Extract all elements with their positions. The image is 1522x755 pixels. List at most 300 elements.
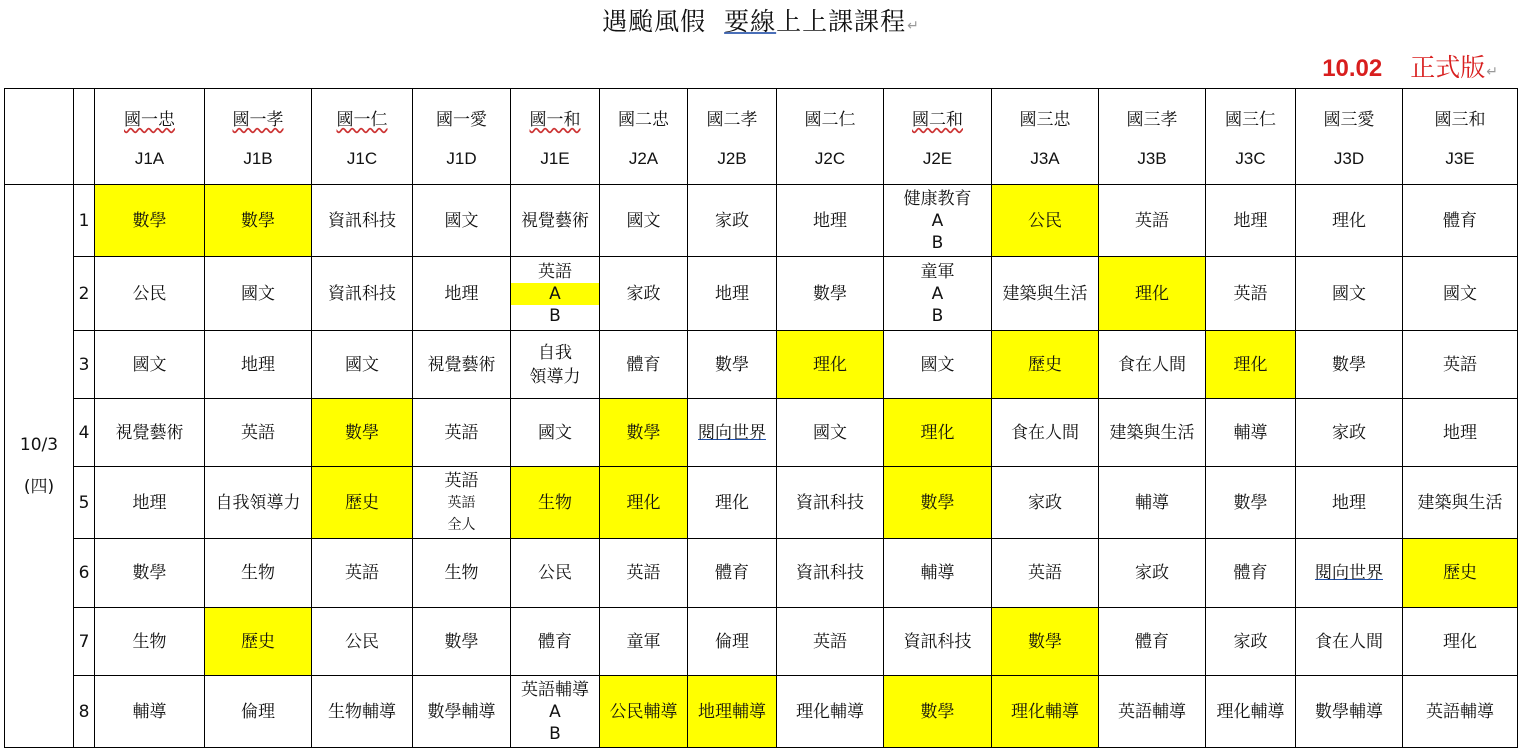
schedule-cell (205, 331, 312, 399)
class-code: J2A (628, 148, 659, 168)
group-label: B (549, 305, 561, 326)
group-label: A (511, 283, 599, 305)
schedule-cell (1206, 539, 1296, 608)
subject-text: 自我 (538, 342, 572, 363)
class-code: J2C (814, 148, 846, 168)
class-code: J1E (540, 148, 570, 168)
class-code: J3A (1030, 148, 1060, 168)
subject-text: 英語 (241, 422, 275, 443)
schedule-cell (312, 331, 413, 399)
subject-text: 家政 (1028, 492, 1062, 513)
period-number: 2 (74, 257, 95, 331)
subject-text: 地理 (715, 283, 749, 304)
subject-text: 地理 (1233, 210, 1268, 231)
title-part1: 遇颱風假 (602, 7, 707, 36)
schedule-cell (205, 399, 312, 467)
schedule-cell (95, 539, 205, 608)
class-code: J3D (1333, 148, 1365, 168)
subject-text: 國文 (345, 354, 379, 375)
schedule-cell (600, 608, 688, 676)
subject-text: 體育 (1233, 563, 1268, 583)
schedule-cell (688, 331, 777, 399)
subject-text: 食在人間 (1118, 354, 1186, 375)
class-code: J1A (134, 148, 165, 168)
class-name: 國一忠 (124, 109, 175, 130)
subject-text: 地理 (1332, 492, 1366, 513)
class-code: J1C (346, 148, 378, 168)
schedule-cell (777, 676, 884, 748)
subject-text: 英語輔導 (1426, 701, 1494, 722)
subject-text: 數學 (920, 492, 955, 513)
schedule-cell (600, 399, 688, 467)
schedule-cell (95, 185, 205, 257)
subject-text: 英語 (1443, 354, 1477, 375)
version-text: 正式版 (1410, 53, 1486, 82)
subject-text: 輔導 (1233, 422, 1268, 443)
class-name: 國三忠 (1019, 109, 1071, 130)
subject-text: 數學輔導 (427, 701, 496, 722)
subject-text: 建築與生活 (1002, 283, 1088, 304)
subject-text: 歷史 (345, 492, 379, 513)
schedule-cell (1403, 185, 1518, 257)
subject-text: 地理 (813, 210, 847, 231)
schedule-cell (95, 676, 205, 748)
group-label: A (931, 283, 944, 304)
subject-text: 國文 (1443, 283, 1477, 304)
schedule-cell (992, 331, 1099, 399)
schedule-cell (1403, 608, 1518, 676)
schedule-cell (688, 399, 777, 467)
class-header-cell (511, 89, 600, 185)
subject-text: 英語 (1233, 283, 1268, 304)
subject-text: 數學 (345, 422, 379, 443)
period-row (5, 608, 1518, 676)
schedule-cell (312, 467, 413, 539)
schedule-cell (1099, 399, 1206, 467)
schedule-cell (511, 467, 600, 539)
schedule-cell (777, 331, 884, 399)
subject-text: 數學 (920, 701, 955, 722)
schedule-cell (1099, 539, 1206, 608)
schedule-cell (95, 399, 205, 467)
schedule-cell (312, 676, 413, 748)
subject-text: 體育 (1135, 631, 1169, 652)
schedule-cell (884, 467, 992, 539)
schedule-cell (95, 608, 205, 676)
period-row (5, 399, 1518, 467)
schedule-cell (205, 467, 312, 539)
subject-text: 國文 (444, 210, 479, 231)
subject-text: 數學 (132, 210, 167, 231)
subject-text: 資訊科技 (796, 563, 864, 583)
subject-text: 閱向世界 (1315, 563, 1383, 583)
period-row (5, 676, 1518, 748)
class-name: 國一愛 (436, 109, 487, 130)
subject-text: 輔導 (1135, 492, 1169, 513)
subject-text: 輔導 (920, 563, 955, 583)
group-label: B (931, 232, 944, 253)
schedule-cell (1403, 399, 1518, 467)
schedule-cell (884, 676, 992, 748)
subject-text: 家政 (1233, 631, 1268, 652)
schedule-cell (600, 467, 688, 539)
class-name: 國一仁 (336, 109, 388, 130)
subject-text: 數學輔導 (1315, 701, 1383, 722)
schedule-cell (1403, 676, 1518, 748)
schedule-cell (205, 185, 312, 257)
subject-text: 歷史 (1443, 563, 1477, 583)
subject-text: 數學 (444, 631, 479, 652)
version-number: 10.02 (1322, 55, 1383, 82)
schedule-cell (884, 185, 992, 257)
schedule-cell (413, 399, 511, 467)
class-name: 國三孝 (1126, 109, 1178, 130)
class-header-cell (312, 89, 413, 185)
subject-text: 體育 (1443, 210, 1477, 231)
subject-text: 地理 (1443, 422, 1477, 443)
class-name: 國二孝 (706, 109, 758, 130)
schedule-cell (1206, 399, 1296, 467)
period-number: 7 (74, 608, 95, 676)
class-name: 國三和 (1434, 109, 1486, 130)
subject-text: 數學 (241, 210, 275, 231)
subject-text: 英語輔導 (1118, 701, 1186, 722)
schedule-cell (205, 676, 312, 748)
period-number: 5 (74, 467, 95, 539)
subject-text: 自我領導力 (215, 492, 301, 513)
schedule-cell (1296, 399, 1403, 467)
subject-text: 理化輔導 (1011, 701, 1079, 722)
class-code: J2B (717, 148, 747, 168)
subject-text: 閱向世界 (698, 422, 766, 443)
subject-text: 公民 (345, 631, 379, 652)
class-header-cell (1206, 89, 1296, 185)
period-header-cell (74, 89, 95, 185)
schedule-cell (600, 257, 688, 331)
period-number: 8 (74, 676, 95, 748)
class-header-cell (600, 89, 688, 185)
class-name: 國三愛 (1323, 109, 1375, 130)
subject-text: 輔導 (132, 701, 167, 722)
subject-text: 地理 (444, 283, 479, 304)
class-name: 國三仁 (1225, 109, 1276, 130)
schedule-cell (777, 257, 884, 331)
schedule-cell (511, 331, 600, 399)
schedule-cell (992, 257, 1099, 331)
schedule-cell (600, 539, 688, 608)
schedule-cell (1296, 257, 1403, 331)
title-part3: 上上課課程 (776, 7, 907, 36)
class-header-cell (413, 89, 511, 185)
subject-text: 公民輔導 (609, 701, 678, 722)
schedule-cell (312, 539, 413, 608)
subject-text: 公民 (538, 563, 572, 583)
subject-text: 數學 (132, 563, 167, 583)
schedule-cell (413, 185, 511, 257)
schedule-cell (884, 539, 992, 608)
subject-text: 公民 (132, 283, 167, 304)
subject-text: 國文 (538, 422, 572, 443)
subject-text: 理化輔導 (796, 701, 864, 722)
schedule-cell (1296, 331, 1403, 399)
subject-text: 理化 (715, 492, 749, 513)
schedule-cell (413, 539, 511, 608)
schedule-cell (413, 257, 511, 331)
subject-text: 英語 (1135, 210, 1169, 231)
schedule-cell (1206, 185, 1296, 257)
subject-text: 數學 (1233, 492, 1268, 513)
period-number: 3 (74, 331, 95, 399)
subject-text: 國文 (241, 283, 275, 304)
class-name: 國二忠 (618, 109, 669, 130)
schedule-cell (95, 257, 205, 331)
subject-text: 家政 (1332, 422, 1366, 443)
schedule-cell (511, 608, 600, 676)
subject-text: 健康教育 (903, 188, 972, 209)
schedule-cell (688, 608, 777, 676)
subject-text: 視覺藝術 (521, 210, 589, 231)
schedule-cell (413, 331, 511, 399)
subject-text: 理化輔導 (1216, 701, 1285, 722)
schedule-cell (511, 185, 600, 257)
group-label: A (931, 210, 944, 231)
schedule-cell (688, 539, 777, 608)
schedule-cell (600, 185, 688, 257)
period-row (5, 539, 1518, 608)
schedule-cell (511, 539, 600, 608)
subject-text: 體育 (538, 631, 572, 652)
schedule-cell (992, 467, 1099, 539)
schedule-cell (777, 539, 884, 608)
subject-text: 數學 (813, 283, 847, 304)
schedule-cell (992, 608, 1099, 676)
schedule-cell (992, 539, 1099, 608)
subject-text: 童軍 (920, 261, 955, 282)
schedule-cell (1403, 467, 1518, 539)
subject-text: 理化 (1233, 354, 1268, 375)
subject-text: 公民 (1028, 210, 1062, 231)
schedule-cell (1296, 539, 1403, 608)
schedule-cell (884, 257, 992, 331)
subject-text: 數學 (1028, 631, 1062, 652)
schedule-cell (1206, 608, 1296, 676)
schedule-cell (884, 399, 992, 467)
date-day: 10/3 (19, 435, 59, 455)
class-header-cell (777, 89, 884, 185)
subject-text: 數學 (626, 422, 661, 443)
schedule-cell (511, 399, 600, 467)
subject-text: 倫理 (241, 701, 275, 722)
class-name: 國一和 (529, 109, 581, 130)
subject-text: 體育 (626, 354, 661, 375)
subject-text: 食在人間 (1011, 422, 1079, 443)
schedule-cell (777, 608, 884, 676)
class-code: J2E (922, 148, 953, 168)
schedule-cell (884, 331, 992, 399)
subject-text: 生物 (241, 563, 275, 583)
class-header-cell (688, 89, 777, 185)
period-number: 6 (74, 539, 95, 608)
schedule-cell (688, 185, 777, 257)
subject-text: 英語 (345, 563, 379, 583)
subject-text: 資訊科技 (903, 631, 972, 652)
group-label: 領導力 (529, 366, 581, 387)
subject-text: 歷史 (1028, 354, 1062, 375)
schedule-cell (312, 608, 413, 676)
class-header-cell (884, 89, 992, 185)
schedule-cell (1403, 331, 1518, 399)
class-code: J3C (1235, 148, 1266, 168)
class-code: J1B (243, 148, 273, 168)
subject-text: 地理 (132, 492, 167, 513)
group-label: 英語 (447, 494, 476, 511)
subject-text: 國文 (132, 354, 167, 375)
subject-text: 家政 (626, 283, 661, 304)
subject-text: 國文 (920, 354, 955, 375)
period-row (5, 185, 1518, 257)
schedule-cell (95, 467, 205, 539)
schedule-cell (688, 676, 777, 748)
subject-text: 生物 (132, 631, 167, 652)
group-label: B (931, 305, 944, 326)
group-label: A (549, 701, 561, 722)
schedule-table (4, 88, 1518, 748)
subject-text: 英語 (444, 470, 479, 491)
subject-text: 英語 (1028, 563, 1062, 583)
subject-text: 英語輔導 (521, 679, 589, 700)
header-row (5, 89, 1518, 185)
schedule-cell (1296, 676, 1403, 748)
version-label (1322, 48, 1498, 84)
schedule-cell (600, 331, 688, 399)
document-title (0, 2, 1522, 38)
class-header-cell (1099, 89, 1206, 185)
subject-text: 理化 (920, 422, 955, 443)
schedule-cell (777, 399, 884, 467)
subject-text: 食在人間 (1315, 631, 1383, 652)
subject-text: 建築與生活 (1109, 422, 1195, 443)
schedule-cell (1099, 257, 1206, 331)
period-row (5, 467, 1518, 539)
subject-text: 歷史 (241, 631, 275, 652)
subject-text: 生物輔導 (328, 701, 396, 722)
subject-text: 視覺藝術 (427, 354, 496, 375)
schedule-cell (1403, 539, 1518, 608)
subject-text: 英語 (444, 422, 479, 443)
class-code: J3E (1445, 148, 1475, 168)
schedule-cell (688, 257, 777, 331)
schedule-cell (1296, 185, 1403, 257)
subject-text: 資訊科技 (328, 283, 396, 304)
subject-text: 理化 (1332, 210, 1366, 231)
schedule-cell (777, 185, 884, 257)
date-cell (5, 185, 74, 748)
schedule-cell (884, 608, 992, 676)
schedule-cell (413, 608, 511, 676)
subject-text: 國文 (626, 210, 661, 231)
subject-text: 倫理 (715, 631, 749, 652)
subject-text: 數學 (715, 354, 749, 375)
subject-text: 建築與生活 (1417, 492, 1503, 513)
schedule-cell (1099, 185, 1206, 257)
schedule-cell (777, 467, 884, 539)
subject-text: 家政 (1135, 563, 1169, 583)
subject-text: 理化 (626, 492, 661, 513)
schedule-cell (600, 676, 688, 748)
subject-text: 英語 (813, 631, 847, 652)
schedule-cell (312, 257, 413, 331)
schedule-cell (511, 257, 600, 331)
subject-text: 國文 (1332, 283, 1366, 304)
class-name: 國二仁 (804, 109, 856, 130)
group-label: B (549, 723, 561, 744)
schedule-cell (1099, 676, 1206, 748)
subject-text: 視覺藝術 (115, 422, 184, 443)
schedule-cell (1206, 257, 1296, 331)
title-part2: 要線 (724, 7, 777, 36)
subject-text: 生物 (538, 492, 572, 513)
subject-text: 地理輔導 (698, 701, 766, 722)
schedule-cell (1206, 467, 1296, 539)
class-code: J3B (1137, 148, 1167, 168)
schedule-cell (413, 467, 511, 539)
class-header-cell (1403, 89, 1518, 185)
subject-text: 理化 (813, 354, 847, 375)
period-row (5, 331, 1518, 399)
subject-text: 理化 (1443, 631, 1477, 652)
schedule-cell (992, 399, 1099, 467)
schedule-cell (1206, 331, 1296, 399)
schedule-cell (1099, 608, 1206, 676)
subject-text: 英語 (626, 563, 661, 583)
schedule-cell (1403, 257, 1518, 331)
return-mark-icon: ↵ (907, 18, 920, 34)
schedule-cell (992, 185, 1099, 257)
schedule-cell (1099, 331, 1206, 399)
group-label: 全人 (447, 516, 476, 533)
class-name: 國一孝 (232, 109, 284, 130)
schedule-cell (205, 608, 312, 676)
class-header-cell (1296, 89, 1403, 185)
class-header-cell (205, 89, 312, 185)
subject-text: 國文 (813, 422, 847, 443)
subject-text: 資訊科技 (796, 492, 864, 513)
schedule-cell (312, 399, 413, 467)
subject-text: 地理 (241, 354, 275, 375)
schedule-cell (992, 676, 1099, 748)
class-name: 國二和 (912, 109, 963, 130)
schedule-cell (1206, 676, 1296, 748)
subject-text: 理化 (1135, 283, 1169, 304)
subject-text: 數學 (1332, 354, 1366, 375)
date-weekday: (四) (23, 477, 55, 497)
schedule-cell (511, 676, 600, 748)
schedule-cell (1296, 467, 1403, 539)
subject-text: 英語 (538, 261, 572, 282)
schedule-cell (205, 539, 312, 608)
period-number: 1 (74, 185, 95, 257)
schedule-cell (312, 185, 413, 257)
class-header-cell (992, 89, 1099, 185)
subject-text: 童軍 (626, 631, 661, 652)
schedule-cell (688, 467, 777, 539)
class-header-cell (95, 89, 205, 185)
period-number: 4 (74, 399, 95, 467)
subject-text: 生物 (444, 563, 479, 583)
subject-text: 體育 (715, 563, 749, 583)
corner-cell (5, 89, 74, 185)
schedule-cell (413, 676, 511, 748)
